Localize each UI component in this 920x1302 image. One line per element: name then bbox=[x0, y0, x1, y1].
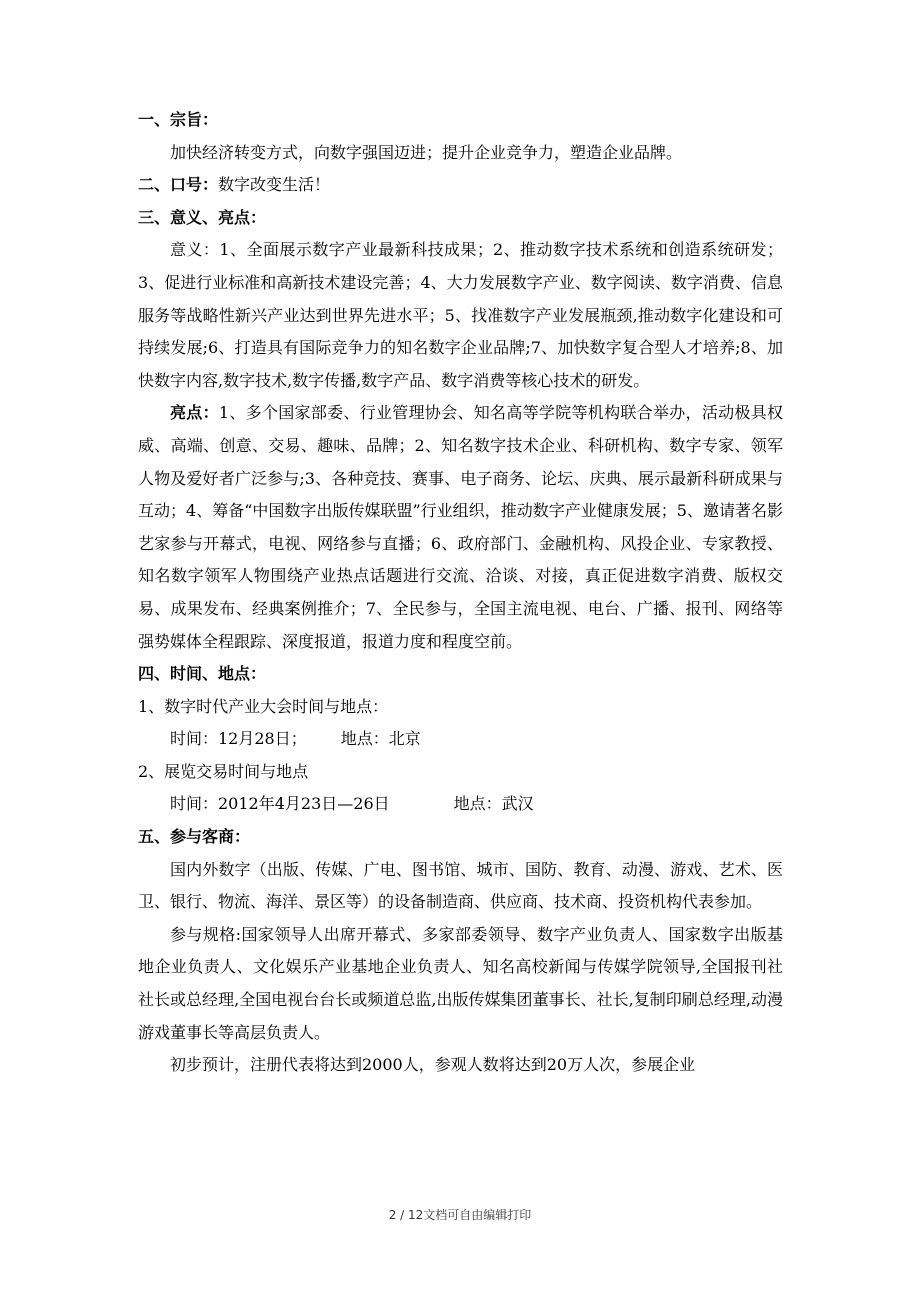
slogan-text: 数字改变生活！ bbox=[218, 175, 331, 195]
participation-level-paragraph: 参与规格:国家领导人出席开幕式、多家部委领导、数字产业负责人、国家数字出版基地企业负责人、文化娱乐产业基地企业负责人、知名高校新闻与传媒学院领导,全国报刊社社长或总经理,全国电视台台长或频道总监,出版传媒集团董事长、社长,复制印刷总经理,动漫游戏董事长等高层负责人。 bbox=[138, 924, 783, 1042]
section-5-heading: 五、参与客商： bbox=[138, 827, 251, 847]
section-4-heading: 四、时间、地点： bbox=[138, 664, 267, 684]
exhibition-place: 地点：武汉 bbox=[453, 794, 534, 814]
section-1-body: 加快经济转变方式，向数字强国迈进；提升企业竞争力，塑造企业品牌。 bbox=[170, 142, 683, 162]
highlight-text: 1、多个国家部委、行业管理协会、知名高等学院等机构联合举办，活动极具权威、高端、创意、交易、趣味、品牌；2、知名数字技术企业、科研机构、数字专家、领军人物及爱好者广泛参与;3、各种竞技、赛事、电子商务、论坛、庆典、展示最新科研成果与互动；4、筹备“中国数字出版传媒联盟”行业组织，推动数字产业健康发展；5、邀请著名影艺家参与开幕式，电视、网络参与直播；6、政府部门、金融机构、风投企业、专家教授、知名数字领军人物围绕产业热点话题进行交流、洽谈、对接，真正促进数字消费、版权交易、成果发布、经典案例推介；7、全民参与，全国主流电视、电台、广播、报刊、网络等强势媒体全程跟踪、深度报道，报道力度和程度空前。 bbox=[138, 403, 783, 651]
exhibition-time-place bbox=[138, 788, 783, 821]
participants-paragraph: 国内外数字（出版、传媒、广电、图书馆、城市、国防、教育、动漫、游戏、艺术、医卫、银行、物流、海洋、景区等）的设备制造商、供应商、技术商、投资机构代表参加。 bbox=[138, 859, 783, 912]
estimate-paragraph: 初步预计，注册代表将达到2000人，参观人数将达到20万人次，参展企业 bbox=[170, 1055, 696, 1075]
highlight-paragraph bbox=[138, 397, 783, 658]
conference-item: 1、数字时代产业大会时间与地点： bbox=[138, 696, 389, 716]
section-1-heading: 一、宗旨： bbox=[138, 110, 219, 129]
meaning-paragraph: 意义：1、全面展示数字产业最新科技成果；2、推动数字技术系统和创造系统研发；3、促进行业标准和高新技术建设完善；4、大力发展数字产业、数字阅读、数字消费、信息服务等战略性新兴产业达到世界先进水平；5、找准数字产业发展瓶颈,推动数字化建设和可持续发展;6、打造具有国际竞争力的知名数字企业品牌;7、加快数字复合型人才培养;8、加快数字内容,数字技术,数字传播,数字产品、数字消费等核心技术的研发。 bbox=[138, 240, 783, 390]
section-2-heading bbox=[138, 169, 783, 202]
exhibition-item: 2、展览交易时间与地点 bbox=[138, 761, 309, 781]
conference-time-place bbox=[138, 723, 783, 756]
section-2-heading-label: 二、口号： bbox=[138, 175, 219, 195]
section-3-heading: 三、意义、亮点： bbox=[138, 207, 267, 227]
highlight-label: 亮点： bbox=[170, 403, 219, 423]
conference-time: 时间：12月28日； bbox=[170, 729, 307, 749]
page-footer: 2 / 12文档可自由编辑打印 bbox=[388, 1208, 532, 1222]
document-body bbox=[138, 104, 783, 1082]
exhibition-time: 时间：2012年4月23日—26日 bbox=[170, 794, 390, 814]
conference-place: 地点：北京 bbox=[340, 729, 421, 749]
